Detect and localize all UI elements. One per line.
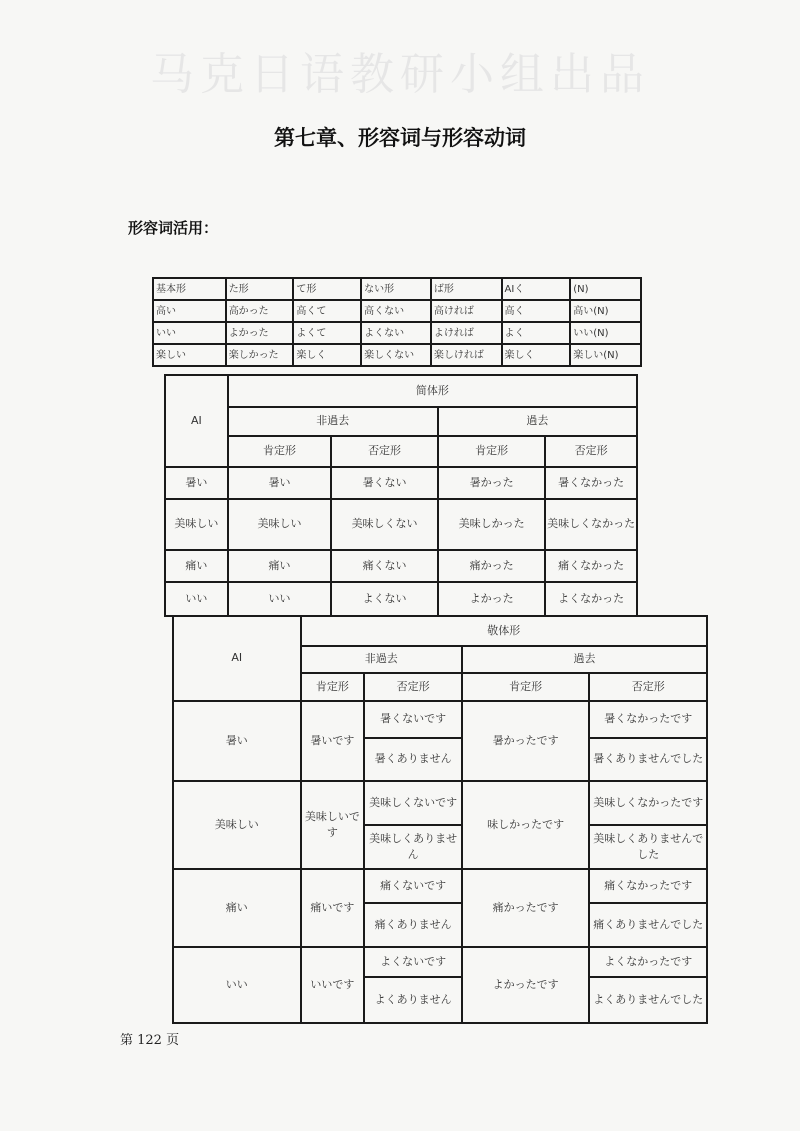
table-cell: 楽しくない (361, 344, 431, 366)
table-cell: 美味しくない (331, 499, 438, 550)
table-row (153, 322, 641, 344)
corner-cell: AI (165, 375, 228, 467)
table-cell: 暑かった (438, 467, 546, 499)
group-header: 简体形 (228, 375, 637, 407)
table-cell: よければ (431, 322, 502, 344)
table-row (173, 947, 707, 977)
table-cell: 暑くなかった (545, 467, 637, 499)
table-cell: よくありません (364, 977, 462, 1023)
table-cell: 暑いです (301, 701, 365, 781)
table-cell: 楽しければ (431, 344, 502, 366)
polite-form-table (172, 615, 708, 1024)
table-row (165, 550, 637, 582)
table-cell: 高く (502, 300, 571, 322)
word-cell: いい (173, 947, 301, 1023)
table-cell: よく (502, 322, 571, 344)
table-row (165, 582, 637, 616)
past-header: 過去 (438, 407, 637, 436)
table-cell: 痛くなかった (545, 550, 637, 582)
nonpast-header: 非過去 (228, 407, 438, 436)
table-cell: 高い(N) (570, 300, 641, 322)
table-cell: 暑くなかったです (589, 701, 707, 738)
table-row (173, 616, 707, 646)
table-cell: 高かった (226, 300, 294, 322)
table-cell: 痛くない (331, 550, 438, 582)
table-cell: よくなかったです (589, 947, 707, 977)
word-cell: 痛い (165, 550, 228, 582)
watermark: 马克日语教研小组出品 (150, 49, 650, 100)
table-cell: 痛いです (301, 869, 365, 947)
conjugation-table (152, 277, 642, 367)
affirm-header: 肯定形 (228, 436, 332, 467)
negate-header: 否定形 (364, 673, 462, 701)
table-cell: よくないです (364, 947, 462, 977)
table-cell: 痛い (228, 550, 332, 582)
table-cell: 美味しくないです (364, 781, 462, 825)
table-cell: AIく (502, 278, 571, 300)
table-cell: よかった (438, 582, 546, 616)
table-cell: 暑かったです (462, 701, 590, 781)
table-cell: 美味しくありませんでした (589, 825, 707, 869)
word-cell: 美味しい (173, 781, 301, 869)
table-row (173, 869, 707, 903)
table-header-row (153, 278, 641, 300)
table-cell: いい (153, 322, 226, 344)
table-cell: 暑い (228, 467, 332, 499)
table-cell: 楽しく (293, 344, 361, 366)
table-cell: 美味しかった (438, 499, 546, 550)
table-cell: ば形 (431, 278, 502, 300)
group-header: 敬体形 (301, 616, 708, 646)
table-cell: 高くない (361, 300, 431, 322)
table-cell: 楽しく (502, 344, 571, 366)
table-cell: いい(N) (570, 322, 641, 344)
table-cell: 高ければ (431, 300, 502, 322)
section-label: 形容词活用： (128, 219, 219, 237)
table-cell: 痛かったです (462, 869, 590, 947)
affirm-header: 肯定形 (462, 673, 590, 701)
table-cell: 暑くない (331, 467, 438, 499)
table-cell: ない形 (361, 278, 431, 300)
table-cell: よくなかった (545, 582, 637, 616)
word-cell: 暑い (173, 701, 301, 781)
table-cell: (N) (570, 278, 641, 300)
table-cell: よかった (226, 322, 294, 344)
negate-header: 否定形 (545, 436, 637, 467)
table-cell: 暑くありません (364, 738, 462, 781)
table-cell: よくない (331, 582, 438, 616)
plain-form-table (164, 374, 638, 617)
table-cell: 高くて (293, 300, 361, 322)
table-row (153, 344, 641, 366)
table-cell: 高い (153, 300, 226, 322)
word-cell: 暑い (165, 467, 228, 499)
table-cell: 暑くないです (364, 701, 462, 738)
table-cell: 楽しい(N) (570, 344, 641, 366)
affirm-header: 肯定形 (438, 436, 546, 467)
table-row (165, 499, 637, 550)
past-header: 過去 (462, 646, 707, 673)
table-row (173, 701, 707, 738)
table-cell: 暑くありませんでした (589, 738, 707, 781)
table-row (173, 781, 707, 825)
table-cell: 美味しくなかったです (589, 781, 707, 825)
affirm-header: 肯定形 (301, 673, 365, 701)
table-row (165, 407, 637, 436)
table-cell: よくて (293, 322, 361, 344)
table-row (153, 300, 641, 322)
table-cell: て形 (293, 278, 361, 300)
table-cell: た形 (226, 278, 294, 300)
table-cell: 味しかったです (462, 781, 590, 869)
table-cell: 楽しい (153, 344, 226, 366)
table-cell: よかったです (462, 947, 590, 1023)
table-row (165, 467, 637, 499)
table-cell: 楽しかった (226, 344, 294, 366)
chapter-title: 第七章、形容词与形容动词 (274, 126, 526, 150)
table-cell: いいです (301, 947, 365, 1023)
negate-header: 否定形 (331, 436, 438, 467)
negate-header: 否定形 (589, 673, 707, 701)
table-cell: 美味しくありません (364, 825, 462, 869)
table-cell: 基本形 (153, 278, 226, 300)
table-cell: 美味しいです (301, 781, 365, 869)
table-cell: 美味しくなかった (545, 499, 637, 550)
word-cell: 痛い (173, 869, 301, 947)
table-cell: 美味しい (228, 499, 332, 550)
table-cell: よくない (361, 322, 431, 344)
page-number: 第 122 页 (120, 1033, 180, 1048)
table-row (165, 436, 637, 467)
table-cell: 痛かった (438, 550, 546, 582)
table-row (165, 375, 637, 407)
table-cell: 痛くありませんでした (589, 903, 707, 947)
word-cell: 美味しい (165, 499, 228, 550)
table-cell: よくありませんでした (589, 977, 707, 1023)
table-cell: いい (228, 582, 332, 616)
nonpast-header: 非過去 (301, 646, 462, 673)
table-cell: 痛くありません (364, 903, 462, 947)
table-cell: 痛くないです (364, 869, 462, 903)
table-cell: 痛くなかったです (589, 869, 707, 903)
corner-cell: AI (173, 616, 301, 701)
word-cell: いい (165, 582, 228, 616)
